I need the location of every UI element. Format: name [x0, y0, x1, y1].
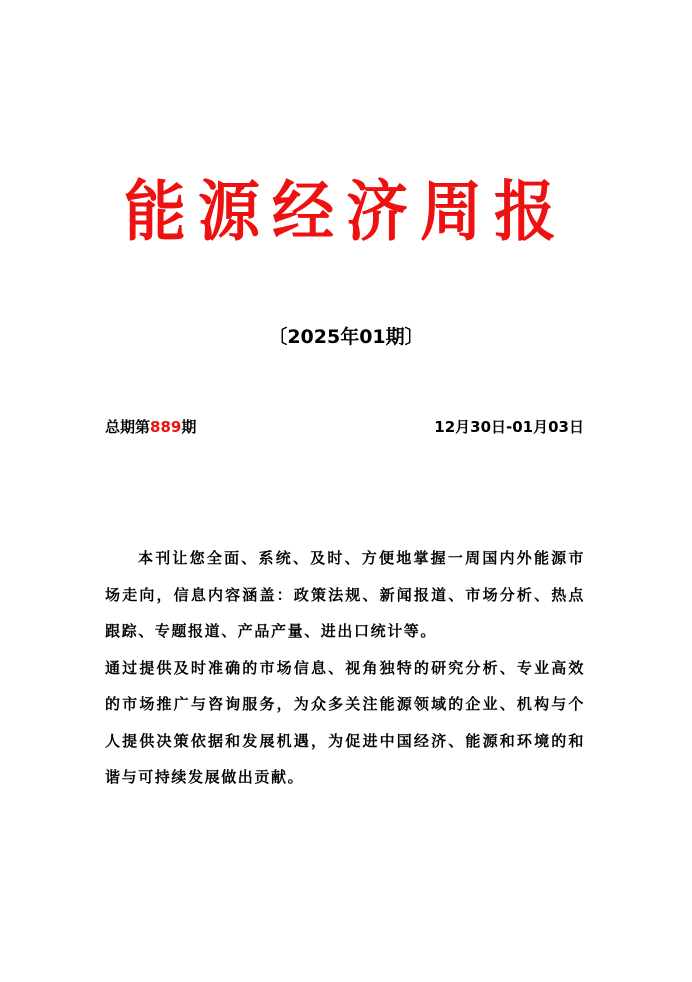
intro-text — [105, 540, 585, 796]
date-range: 12月30日-01月03日 — [434, 418, 584, 436]
report-title: 能源经济周报 — [123, 173, 568, 250]
total-issue-number: 889 — [150, 418, 182, 436]
intro-paragraph: 本刊让您全面、系统、及时、方便地掌握一周国内外能源市场走向，信息内容涵盖：政策法规、新闻报道、市场分析、热点跟踪、专题报道、产品产量、进出口统计等。 — [105, 549, 585, 640]
issue-number: 〔2025年01期〕 — [268, 326, 424, 348]
total-issue-suffix: 期 — [181, 418, 197, 436]
total-issue-prefix: 总期第 — [105, 418, 151, 436]
intro-paragraph: 通过提供及时准确的市场信息、视角独特的研究分析、专业高效的市场推广与咨询服务，为众多关注能源领域的企业、机构与个人提供决策依据和发展机遇，为促进中国经济、能源和环境的和谐与可持续发展做出贡献。 — [105, 658, 585, 786]
total-issue-label — [105, 414, 196, 440]
